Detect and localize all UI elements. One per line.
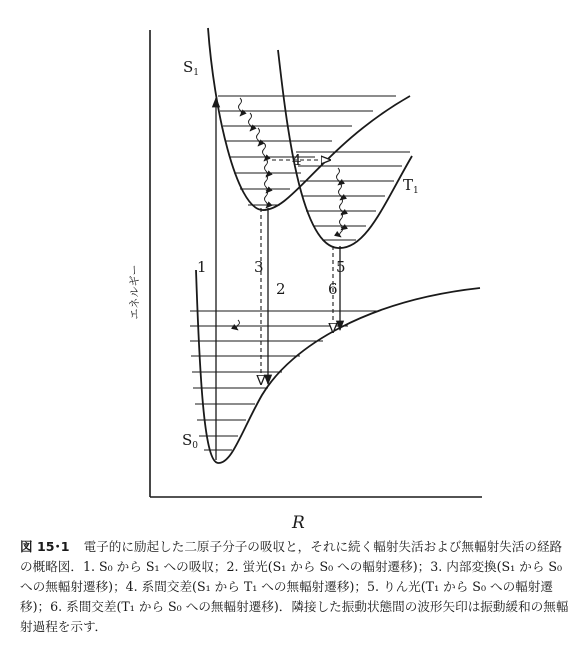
t1-relaxation-arrows [337,168,343,237]
figure-number: 図 15･1 [20,539,70,554]
transition-1-label: 1 [197,258,207,276]
t1-label: $T_1$ [403,176,419,196]
s0-relaxation-arrows [237,320,240,330]
t1-curve [278,50,412,248]
x-axis-label: R [292,513,305,533]
figure-caption [20,537,570,637]
y-axis-label: エネルギー [128,264,141,320]
s1-label: $S_1$ [183,58,200,78]
s1-vibrational-levels [218,96,396,205]
t1-vibrational-levels [296,152,410,240]
s0-label: $S_0$ [182,431,199,451]
s0-vibrational-levels [190,311,378,450]
transition-5-label: 5 [336,258,346,276]
transition-4-label: 4 [292,151,302,169]
caption-text: 電子的に励起した二原子分子の吸収と，それに続く輻射失活および無輻射失活の経路の概略図．1. S₀ から S₁ への吸収；2. 蛍光(S₁ から S₀ への輻射遷移)；3. 内部変換(S₁ から S₀ への無輻射遷移)；4. 系間交差(S₁ から T₁ への無輻射遷移)；5. りん光(T₁ から S₀ への輻射遷移)；6. 系間交差(T₁ から S₀ への無輻射遷移)．隣接した振動状態間の波形矢印は振動緩和の無輻射過程を示す． [20,539,569,634]
transition-6-label: 6 [328,280,338,298]
s0-curve [196,270,480,463]
s1-curve [208,28,410,210]
transition-3-label: 3 [254,258,264,276]
transition-2-label: 2 [276,280,286,298]
